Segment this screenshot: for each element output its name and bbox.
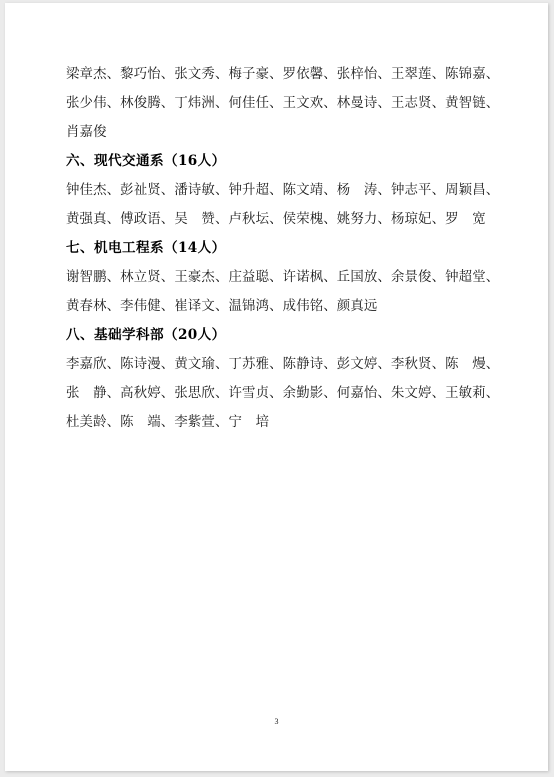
name-list-line: 梁章杰、黎巧怡、张文秀、梅子豪、罗依馨、张梓怡、王翠莲、陈锦嘉、 [66, 67, 500, 82]
section-heading-transport: 六、现代交通系（16人） [66, 153, 226, 169]
page-number: 3 [274, 717, 279, 726]
document-body [66, 60, 506, 437]
section-heading-basic-sciences: 八、基础学科部（20人） [66, 327, 226, 343]
name-list-line: 张少伟、林俊腾、丁炜洲、何佳任、王文欢、林曼诗、王志贤、黄智链、 [66, 96, 500, 111]
section-heading-mechatronics: 七、机电工程系（14人） [66, 240, 226, 256]
name-list-line: 李嘉欣、陈诗漫、黄文瑜、丁苏雅、陈静诗、彭文婷、李秋贤、陈 熳、 [66, 357, 500, 372]
name-list-line: 杜美龄、陈 端、李紫萱、宁 培 [66, 415, 270, 430]
name-list-line: 肖嘉俊 [66, 125, 107, 140]
name-list-line: 黄强真、傅政语、吴 赞、卢秋坛、侯荣槐、姚努力、杨琼妃、罗 宽 [66, 212, 486, 227]
name-list-line: 钟佳杰、彭祉贤、潘诗敏、钟升超、陈文靖、杨 涛、钟志平、周颖昌、 [66, 183, 500, 198]
name-list-line: 黄春林、李伟健、崔译文、温锦鸿、成伟铭、颜真远 [66, 299, 378, 314]
name-list-line: 张 静、高秋婷、张思欣、许雪贞、余勤影、何嘉怡、朱文婷、王敏莉、 [66, 386, 500, 401]
name-list-line: 谢智鹏、林立贤、王豪杰、庄益聪、许诺枫、丘国放、余景俊、钟超堂、 [66, 270, 500, 285]
document-page [5, 3, 548, 771]
